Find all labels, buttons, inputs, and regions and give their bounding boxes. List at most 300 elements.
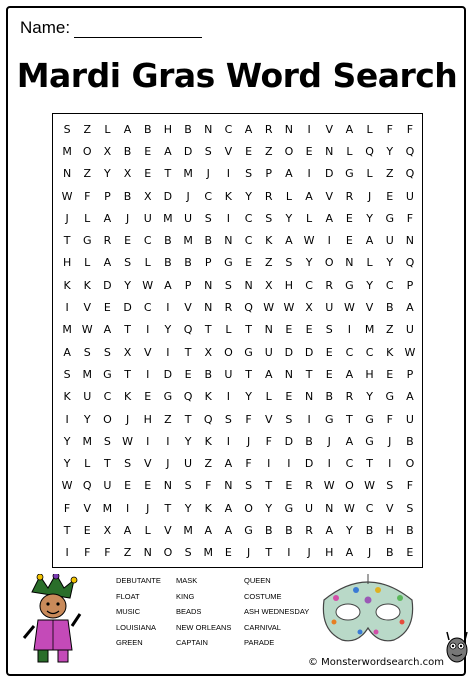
grid-letter: L <box>84 211 91 225</box>
grid-letter: X <box>305 301 313 315</box>
grid-letter: A <box>325 211 333 225</box>
grid-letter: I <box>307 412 311 426</box>
grid-letter: N <box>325 501 334 515</box>
grid-letter: J <box>246 546 251 560</box>
grid-letter: D <box>325 167 334 181</box>
grid-letter: Y <box>184 501 192 515</box>
grid-letter: Y <box>386 144 394 158</box>
grid-letter: E <box>124 234 132 248</box>
grid-letter: R <box>325 278 334 292</box>
grid-letter: A <box>345 434 354 448</box>
grid-letter: C <box>365 501 374 515</box>
grid-letter: I <box>226 167 231 181</box>
grid-letter: V <box>385 501 394 515</box>
grid-letter: L <box>285 189 292 203</box>
grid-letter: Q <box>183 390 193 404</box>
grid-letter: U <box>305 501 314 515</box>
grid-letter: N <box>345 256 354 270</box>
grid-letter: T <box>265 479 273 493</box>
grid-letter: A <box>325 524 333 538</box>
grid-letter: F <box>205 479 212 493</box>
grid-letter: U <box>83 390 92 404</box>
grid-letter: Y <box>245 189 252 203</box>
grid-letter: D <box>163 367 173 381</box>
grid-letter: U <box>103 479 112 493</box>
grid-letter: C <box>345 345 354 359</box>
grid-letter: N <box>204 122 213 136</box>
grid-letter: N <box>325 144 334 158</box>
word-list-item: COSTUME <box>244 591 282 601</box>
grid-letter: F <box>406 479 414 493</box>
grid-letter: A <box>103 256 112 270</box>
word-list-item: DEBUTANTE <box>116 576 161 585</box>
grid-letter: N <box>264 323 273 337</box>
grid-letter: Y <box>346 524 353 538</box>
grid-letter: Z <box>264 256 273 270</box>
grid-letter: A <box>244 122 253 136</box>
puzzle-grid <box>57 118 420 564</box>
grid-letter: Y <box>164 323 172 337</box>
grid-letter: X <box>103 144 112 158</box>
grid-letter: S <box>204 144 212 158</box>
grid-letter: N <box>62 167 72 181</box>
grid-letter: T <box>245 323 252 337</box>
grid-letter: T <box>164 501 172 515</box>
grid-letter: N <box>244 278 253 292</box>
grid-letter: J <box>125 211 130 225</box>
grid-letter: Z <box>385 167 394 181</box>
grid-letter: Q <box>203 412 213 426</box>
grid-letter: M <box>183 234 193 248</box>
grid-letter: K <box>204 434 212 448</box>
grid-letter: T <box>104 457 111 471</box>
grid-letter: Y <box>265 501 273 515</box>
grid-letter: I <box>166 345 170 359</box>
grid-letter: W <box>343 301 355 315</box>
grid-letter: J <box>166 457 170 471</box>
grid-letter: S <box>184 479 192 493</box>
grid-letter: S <box>63 367 71 381</box>
grid-letter: R <box>305 524 313 538</box>
grid-letter: Y <box>386 256 394 270</box>
grid-letter: A <box>204 524 212 538</box>
grid-letter: I <box>307 167 311 181</box>
grid-letter: X <box>103 524 112 538</box>
grid-letter: P <box>184 278 192 292</box>
grid-letter: U <box>184 211 193 225</box>
grid-letter: B <box>123 189 132 203</box>
grid-letter: P <box>104 189 111 203</box>
grid-letter: N <box>143 546 152 560</box>
grid-letter: N <box>284 122 294 136</box>
grid-letter: S <box>325 323 333 337</box>
grid-letter: H <box>143 412 152 426</box>
grid-letter: E <box>386 367 394 381</box>
word-list-item: KING <box>176 591 195 601</box>
grid-letter: W <box>263 301 275 315</box>
grid-letter: I <box>347 323 352 337</box>
grid-letter: P <box>265 167 273 181</box>
grid-letter: U <box>224 367 233 381</box>
grid-letter: E <box>406 546 414 560</box>
grid-letter: T <box>164 167 172 181</box>
grid-letter: G <box>365 412 374 426</box>
grid-letter: J <box>146 501 150 515</box>
grid-letter: E <box>285 479 293 493</box>
grid-letter: G <box>224 256 233 270</box>
grid-letter: T <box>245 367 252 381</box>
grid-letter: A <box>164 278 172 292</box>
puzzle-grid-frame <box>52 113 423 568</box>
grid-letter: K <box>83 278 91 292</box>
grid-letter: L <box>104 122 111 136</box>
grid-letter: M <box>102 501 113 515</box>
grid-letter: F <box>84 546 91 560</box>
grid-letter: B <box>406 434 414 448</box>
grid-letter: B <box>184 122 192 136</box>
grid-letter: E <box>144 167 152 181</box>
grid-letter: K <box>204 501 212 515</box>
grid-letter: T <box>366 457 373 471</box>
grid-letter: V <box>365 301 374 315</box>
grid-letter: Z <box>123 546 132 560</box>
grid-letter: S <box>224 412 232 426</box>
grid-letter: P <box>406 367 414 381</box>
grid-letter: B <box>184 256 192 270</box>
grid-letter: G <box>345 167 354 181</box>
grid-letter: M <box>203 546 213 560</box>
grid-letter: D <box>284 345 294 359</box>
grid-letter: A <box>365 234 374 248</box>
grid-letter: S <box>265 211 273 225</box>
grid-letter: N <box>204 301 213 315</box>
grid-letter: S <box>184 546 192 560</box>
grid-letter: E <box>224 546 232 560</box>
grid-letter: A <box>224 501 233 515</box>
grid-letter: V <box>325 122 333 136</box>
grid-letter: O <box>345 479 354 493</box>
grid-letter: M <box>62 144 72 158</box>
grid-letter: H <box>385 524 394 538</box>
grid-letter: Y <box>366 390 373 404</box>
word-list-item: NEW ORLEANS <box>176 622 232 632</box>
grid-letter: N <box>224 234 233 248</box>
grid-letter: C <box>204 189 213 203</box>
grid-letter: M <box>163 211 173 225</box>
name-label: Name: <box>20 18 71 37</box>
grid-letter: G <box>244 345 253 359</box>
grid-letter: X <box>123 345 132 359</box>
grid-letter: E <box>285 323 293 337</box>
grid-letter: B <box>325 390 334 404</box>
grid-letter: J <box>65 211 69 225</box>
grid-letter: H <box>325 546 334 560</box>
grid-letter: D <box>284 434 294 448</box>
grid-letter: O <box>82 144 92 158</box>
grid-letter: A <box>345 546 354 560</box>
grid-letter: W <box>404 345 416 359</box>
grid-letter: T <box>204 323 212 337</box>
grid-letter: K <box>204 390 212 404</box>
grid-letter: F <box>245 412 252 426</box>
grid-letter: S <box>83 345 91 359</box>
grid-letter: I <box>125 501 130 515</box>
page-title: Mardi Gras Word Search <box>16 56 458 95</box>
grid-letter: F <box>406 122 414 136</box>
grid-letter: D <box>304 457 314 471</box>
grid-letter: Q <box>365 144 374 158</box>
grid-letter: A <box>63 345 71 359</box>
copyright-footer: © Monsterwordsearch.com <box>308 657 444 668</box>
grid-letter: C <box>143 234 152 248</box>
grid-letter: Q <box>82 479 92 493</box>
grid-letter: S <box>103 434 111 448</box>
grid-letter: R <box>103 234 112 248</box>
word-list-item: CARNIVAL <box>244 622 281 632</box>
grid-letter: S <box>285 412 293 426</box>
grid-letter: B <box>204 234 213 248</box>
grid-letter: J <box>307 546 311 560</box>
grid-letter: R <box>345 390 354 404</box>
grid-letter: D <box>103 278 112 292</box>
grid-letter: C <box>385 278 394 292</box>
grid-letter: E <box>245 256 253 270</box>
grid-letter: T <box>124 323 131 337</box>
grid-letter: D <box>183 144 193 158</box>
grid-letter: X <box>264 278 273 292</box>
grid-letter: X <box>143 189 152 203</box>
grid-letter: G <box>345 278 354 292</box>
grid-letter: D <box>304 345 314 359</box>
grid-letter: I <box>65 546 69 560</box>
grid-letter: V <box>184 301 192 315</box>
grid-letter: Y <box>285 211 293 225</box>
grid-letter: T <box>63 234 71 248</box>
grid-letter: O <box>224 345 233 359</box>
grid-letter: C <box>345 457 354 471</box>
grid-letter: U <box>385 234 394 248</box>
grid-letter: K <box>63 390 71 404</box>
grid-letter: C <box>224 122 233 136</box>
grid-letter: H <box>62 256 72 270</box>
grid-letter: F <box>63 501 71 515</box>
grid-letter: F <box>104 546 111 560</box>
grid-letter: V <box>83 301 91 315</box>
grid-letter: Q <box>405 167 415 181</box>
grid-letter: G <box>103 367 112 381</box>
word-list-item: CAPTAIN <box>176 638 208 647</box>
grid-letter: E <box>144 390 152 404</box>
grid-letter: A <box>103 323 112 337</box>
grid-letter: I <box>166 434 170 448</box>
grid-letter: A <box>264 367 273 381</box>
grid-letter: M <box>364 323 375 337</box>
grid-letter: C <box>103 390 112 404</box>
grid-letter: B <box>164 256 172 270</box>
grid-letter: E <box>124 479 132 493</box>
monster-mascot-icon <box>444 630 470 664</box>
grid-letter: S <box>204 211 212 225</box>
grid-letter: K <box>386 345 394 359</box>
grid-letter: O <box>324 256 334 270</box>
grid-letter: U <box>405 412 414 426</box>
grid-letter: D <box>123 301 132 315</box>
grid-letter: F <box>386 122 393 136</box>
grid-letter: O <box>103 412 112 426</box>
grid-letter: N <box>304 390 314 404</box>
grid-letter: U <box>405 323 414 337</box>
grid-letter: I <box>146 323 150 337</box>
grid-letter: K <box>63 278 71 292</box>
grid-letter: I <box>388 457 392 471</box>
grid-letter: L <box>265 390 272 404</box>
grid-letter: L <box>225 323 232 337</box>
grid-letter: A <box>345 367 354 381</box>
grid-letter: Y <box>366 211 373 225</box>
grid-letter: M <box>82 434 92 448</box>
grid-letter: I <box>146 434 150 448</box>
grid-letter: A <box>285 234 293 248</box>
grid-letter: V <box>143 457 152 471</box>
grid-letter: W <box>323 479 335 493</box>
grid-letter: R <box>264 189 273 203</box>
grid-letter: N <box>284 367 294 381</box>
grid-letter: E <box>345 234 353 248</box>
grid-letter: N <box>405 234 415 248</box>
grid-letter: I <box>226 390 231 404</box>
grid-letter: S <box>285 256 293 270</box>
grid-letter: Z <box>204 457 213 471</box>
grid-letter: J <box>246 434 251 448</box>
grid-letter: B <box>365 524 374 538</box>
grid-letter: Y <box>124 278 131 292</box>
grid-letter: N <box>163 479 173 493</box>
name-field <box>20 18 202 38</box>
grid-letter: Y <box>245 390 252 404</box>
grid-letter: I <box>166 301 170 315</box>
grid-letter: Y <box>63 434 71 448</box>
grid-letter: P <box>406 278 414 292</box>
grid-letter: E <box>285 390 293 404</box>
word-list <box>116 576 324 654</box>
grid-letter: A <box>406 390 414 404</box>
grid-letter: R <box>264 122 273 136</box>
grid-letter: B <box>385 301 394 315</box>
grid-letter: Z <box>164 412 172 426</box>
grid-letter: K <box>224 189 233 203</box>
grid-letter: J <box>186 189 190 203</box>
word-list-item: GREEN <box>116 638 143 647</box>
grid-letter: Y <box>104 167 111 181</box>
grid-letter: S <box>124 256 132 270</box>
grid-letter: V <box>224 144 233 158</box>
carnival-mask-icon <box>316 570 420 654</box>
grid-letter: U <box>264 345 273 359</box>
word-list-item: MASK <box>176 576 198 585</box>
grid-letter: B <box>285 524 293 538</box>
grid-letter: E <box>184 367 192 381</box>
grid-letter: F <box>265 434 272 448</box>
grid-letter: A <box>224 524 233 538</box>
grid-letter: L <box>84 256 91 270</box>
grid-letter: J <box>388 434 392 448</box>
grid-letter: T <box>305 367 313 381</box>
grid-letter: G <box>365 434 374 448</box>
grid-letter: V <box>143 345 152 359</box>
grid-letter: I <box>327 457 331 471</box>
grid-letter: C <box>305 278 313 292</box>
word-list-item: QUEEN <box>244 576 271 585</box>
grid-letter: L <box>366 256 373 270</box>
grid-letter: A <box>164 144 172 158</box>
grid-letter: A <box>123 524 132 538</box>
grid-letter: C <box>244 211 253 225</box>
grid-letter: T <box>184 345 192 359</box>
grid-letter: G <box>163 390 173 404</box>
name-blank-line <box>74 21 202 38</box>
grid-letter: L <box>366 122 373 136</box>
grid-letter: E <box>305 323 313 337</box>
grid-letter: G <box>284 501 294 515</box>
grid-letter: Q <box>183 323 193 337</box>
grid-letter: E <box>345 211 353 225</box>
grid-letter: I <box>307 122 311 136</box>
grid-letter: W <box>122 434 134 448</box>
grid-letter: R <box>224 301 233 315</box>
grid-letter: E <box>386 189 394 203</box>
grid-letter: C <box>244 234 253 248</box>
word-list-item: BEADS <box>176 607 202 616</box>
grid-letter: W <box>142 278 154 292</box>
grid-letter: V <box>164 524 172 538</box>
grid-letter: J <box>206 167 210 181</box>
grid-letter: K <box>265 234 273 248</box>
grid-letter: I <box>287 546 291 560</box>
grid-letter: S <box>386 479 394 493</box>
grid-letter: M <box>183 524 193 538</box>
grid-letter: U <box>184 457 193 471</box>
grid-letter: J <box>327 434 331 448</box>
grid-letter: O <box>284 144 294 158</box>
grid-letter: B <box>143 122 152 136</box>
grid-letter: A <box>103 211 112 225</box>
grid-letter: I <box>287 457 291 471</box>
grid-letter: W <box>364 479 376 493</box>
grid-letter: T <box>63 524 71 538</box>
grid-letter: T <box>346 412 353 426</box>
grid-letter: S <box>224 278 232 292</box>
grid-letter: A <box>345 122 354 136</box>
grid-letter: A <box>406 301 414 315</box>
grid-letter: W <box>81 323 93 337</box>
grid-letter: L <box>306 211 313 225</box>
grid-letter: E <box>245 144 253 158</box>
grid-letter: L <box>84 457 91 471</box>
grid-letter: A <box>285 167 293 181</box>
grid-letter: H <box>365 367 374 381</box>
grid-letter: P <box>204 256 212 270</box>
grid-letter: S <box>245 479 253 493</box>
grid-letter: A <box>123 122 132 136</box>
grid-letter: Y <box>366 278 373 292</box>
grid-letter: B <box>164 234 172 248</box>
grid-letter: I <box>267 457 271 471</box>
grid-letter: Z <box>83 167 92 181</box>
grid-letter: I <box>226 434 231 448</box>
grid-letter: I <box>327 234 331 248</box>
word-list-item: PARADE <box>244 638 275 647</box>
grid-letter: G <box>244 524 253 538</box>
